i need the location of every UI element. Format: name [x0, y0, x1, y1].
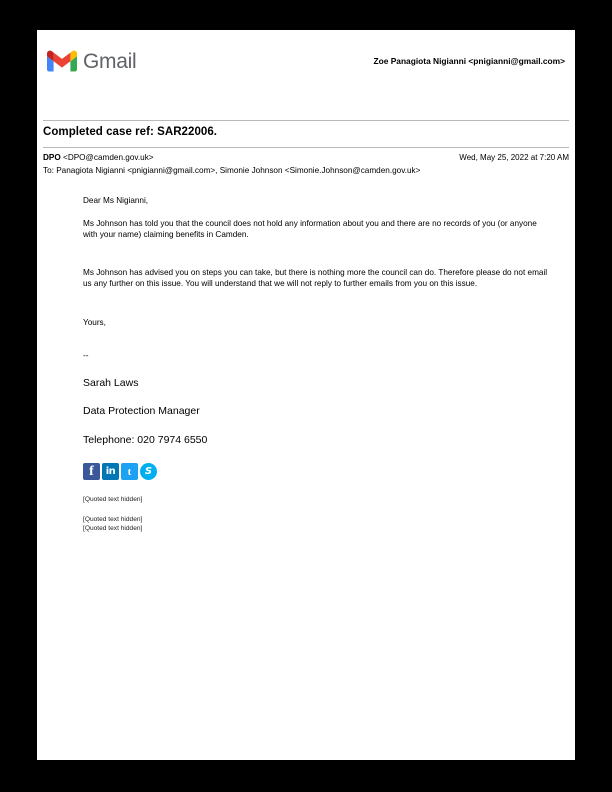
sender-email: <DPO@camden.gov.uk>	[63, 153, 154, 162]
gmail-wordmark: Gmail	[83, 50, 137, 73]
quoted-text-1[interactable]: [Quoted text hidden]	[83, 495, 143, 503]
facebook-icon[interactable]: f	[83, 463, 100, 480]
signature-name: Sarah Laws	[83, 376, 139, 389]
email-body	[83, 196, 553, 533]
twitter-icon[interactable]: t	[121, 463, 138, 480]
linkedin-icon[interactable]: in	[102, 463, 119, 480]
signature-role: Data Protection Manager	[83, 405, 200, 418]
email-subject: Completed case ref: SAR22006.	[43, 126, 218, 138]
to-recipients: Panagiota Nigianni <pnigianni@gmail.com>, Simonie Johnson <Simonie.Johnson@camden.gov.uk>	[56, 166, 421, 175]
skype-icon[interactable]: S	[140, 463, 157, 480]
greeting: Dear Ms Nigianni,	[83, 196, 149, 205]
signature-dashes: --	[83, 350, 89, 360]
divider-top	[43, 120, 569, 121]
social-links	[83, 463, 553, 480]
email-meta	[43, 153, 569, 162]
divider-bottom	[43, 147, 569, 148]
sender-line	[43, 153, 154, 162]
paragraph-1: Ms Johnson has told you that the council does not hold any information about you and there are no records of you (or anyone with your name) claiming benefits in Camden.	[83, 218, 537, 239]
sender-name: DPO	[43, 153, 61, 162]
gmail-m-icon	[47, 50, 77, 73]
closing: Yours,	[83, 318, 106, 328]
email-date: Wed, May 25, 2022 at 7:20 AM	[459, 153, 569, 162]
to-label: To:	[43, 166, 54, 175]
quoted-text-2[interactable]: [Quoted text hidden]	[83, 516, 143, 524]
recipients-line	[43, 166, 420, 175]
paragraph-2: Ms Johnson has advised you on steps you can take, but there is nothing more the council can do. Therefore please do not email us any further on this issue. You will understand that we will not reply to further emails from you on this issue.	[83, 268, 548, 289]
email-print-page	[37, 30, 575, 760]
gmail-logo	[43, 49, 136, 73]
quoted-text-block	[83, 496, 553, 534]
account-email: Zoe Panagiota Nigianni <pnigianni@gmail.com>	[373, 56, 565, 66]
signature-telephone: Telephone: 020 7974 6550	[83, 433, 208, 446]
quoted-text-3[interactable]: [Quoted text hidden]	[83, 524, 143, 532]
page-header	[37, 30, 575, 92]
